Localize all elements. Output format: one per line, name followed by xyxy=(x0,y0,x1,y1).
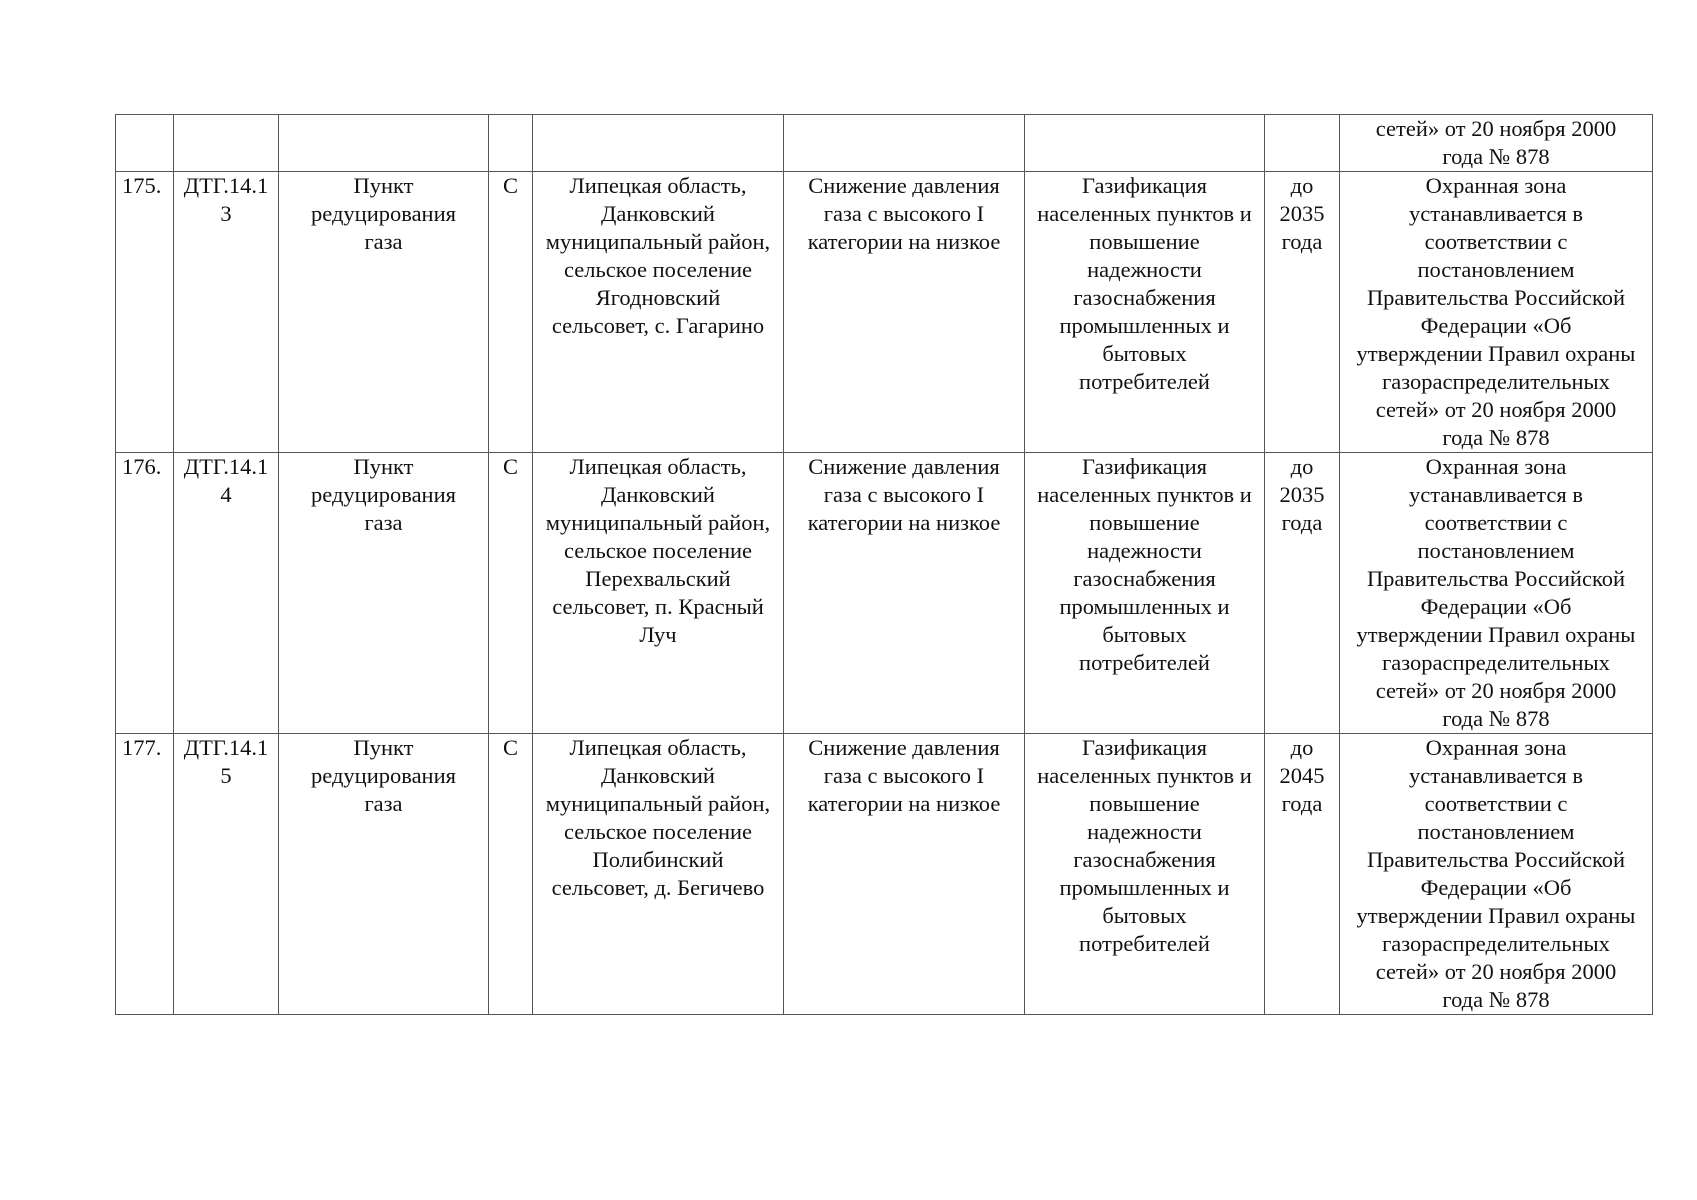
number-cell xyxy=(116,115,174,172)
code-cell: ДТГ.14.1 5 xyxy=(174,734,279,1015)
purpose-cell: Газификация населенных пунктов и повышение надежности газоснабжения промышленных и бытовых потребителей xyxy=(1025,453,1265,734)
code-cell: ДТГ.14.1 3 xyxy=(174,172,279,453)
term-cell: до 2035 года xyxy=(1265,453,1340,734)
protection-zone-cell: сетей» от 20 ноября 2000 года № 878 xyxy=(1340,115,1653,172)
name-cell xyxy=(279,115,489,172)
location-cell: Липецкая область, Данковский муниципальный район, сельское поселение Ягодновский сельсовет, с. Гагарино xyxy=(533,172,784,453)
characteristics-cell xyxy=(784,115,1025,172)
name-cell: Пункт редуцирования газа xyxy=(279,453,489,734)
number-cell: 177. xyxy=(116,734,174,1015)
purpose-cell: Газификация населенных пунктов и повышение надежности газоснабжения промышленных и бытовых потребителей xyxy=(1025,734,1265,1015)
location-cell: Липецкая область, Данковский муниципальный район, сельское поселение Полибинский сельсовет, д. Бегичево xyxy=(533,734,784,1015)
continuation-row xyxy=(116,115,1653,172)
purpose-cell xyxy=(1025,115,1265,172)
characteristics-cell: Снижение давления газа с высокого I категории на низкое xyxy=(784,734,1025,1015)
name-cell: Пункт редуцирования газа xyxy=(279,172,489,453)
location-cell: Липецкая область, Данковский муниципальный район, сельское поселение Перехвальский сельсовет, п. Красный Луч xyxy=(533,453,784,734)
table-row xyxy=(116,172,1653,453)
number-cell: 175. xyxy=(116,172,174,453)
location-cell xyxy=(533,115,784,172)
number-cell: 176. xyxy=(116,453,174,734)
characteristics-cell: Снижение давления газа с высокого I категории на низкое xyxy=(784,453,1025,734)
name-cell: Пункт редуцирования газа xyxy=(279,734,489,1015)
table-row xyxy=(116,453,1653,734)
status-cell xyxy=(489,115,533,172)
term-cell: до 2045 года xyxy=(1265,734,1340,1015)
code-cell: ДТГ.14.1 4 xyxy=(174,453,279,734)
table-row xyxy=(116,734,1653,1015)
status-cell: С xyxy=(489,734,533,1015)
purpose-cell: Газификация населенных пунктов и повышение надежности газоснабжения промышленных и бытовых потребителей xyxy=(1025,172,1265,453)
term-cell: до 2035 года xyxy=(1265,172,1340,453)
objects-table xyxy=(115,114,1653,1015)
protection-zone-cell: Охранная зона устанавливается в соответствии с постановлением Правительства Российской Федерации «Об утверждении Правил охраны газораспределительных сетей» от 20 ноября 2000 года № 878 xyxy=(1340,734,1653,1015)
characteristics-cell: Снижение давления газа с высокого I категории на низкое xyxy=(784,172,1025,453)
status-cell: С xyxy=(489,453,533,734)
code-cell xyxy=(174,115,279,172)
protection-zone-cell: Охранная зона устанавливается в соответствии с постановлением Правительства Российской Федерации «Об утверждении Правил охраны газораспределительных сетей» от 20 ноября 2000 года № 878 xyxy=(1340,172,1653,453)
protection-zone-cell: Охранная зона устанавливается в соответствии с постановлением Правительства Российской Федерации «Об утверждении Правил охраны газораспределительных сетей» от 20 ноября 2000 года № 878 xyxy=(1340,453,1653,734)
term-cell xyxy=(1265,115,1340,172)
status-cell: С xyxy=(489,172,533,453)
